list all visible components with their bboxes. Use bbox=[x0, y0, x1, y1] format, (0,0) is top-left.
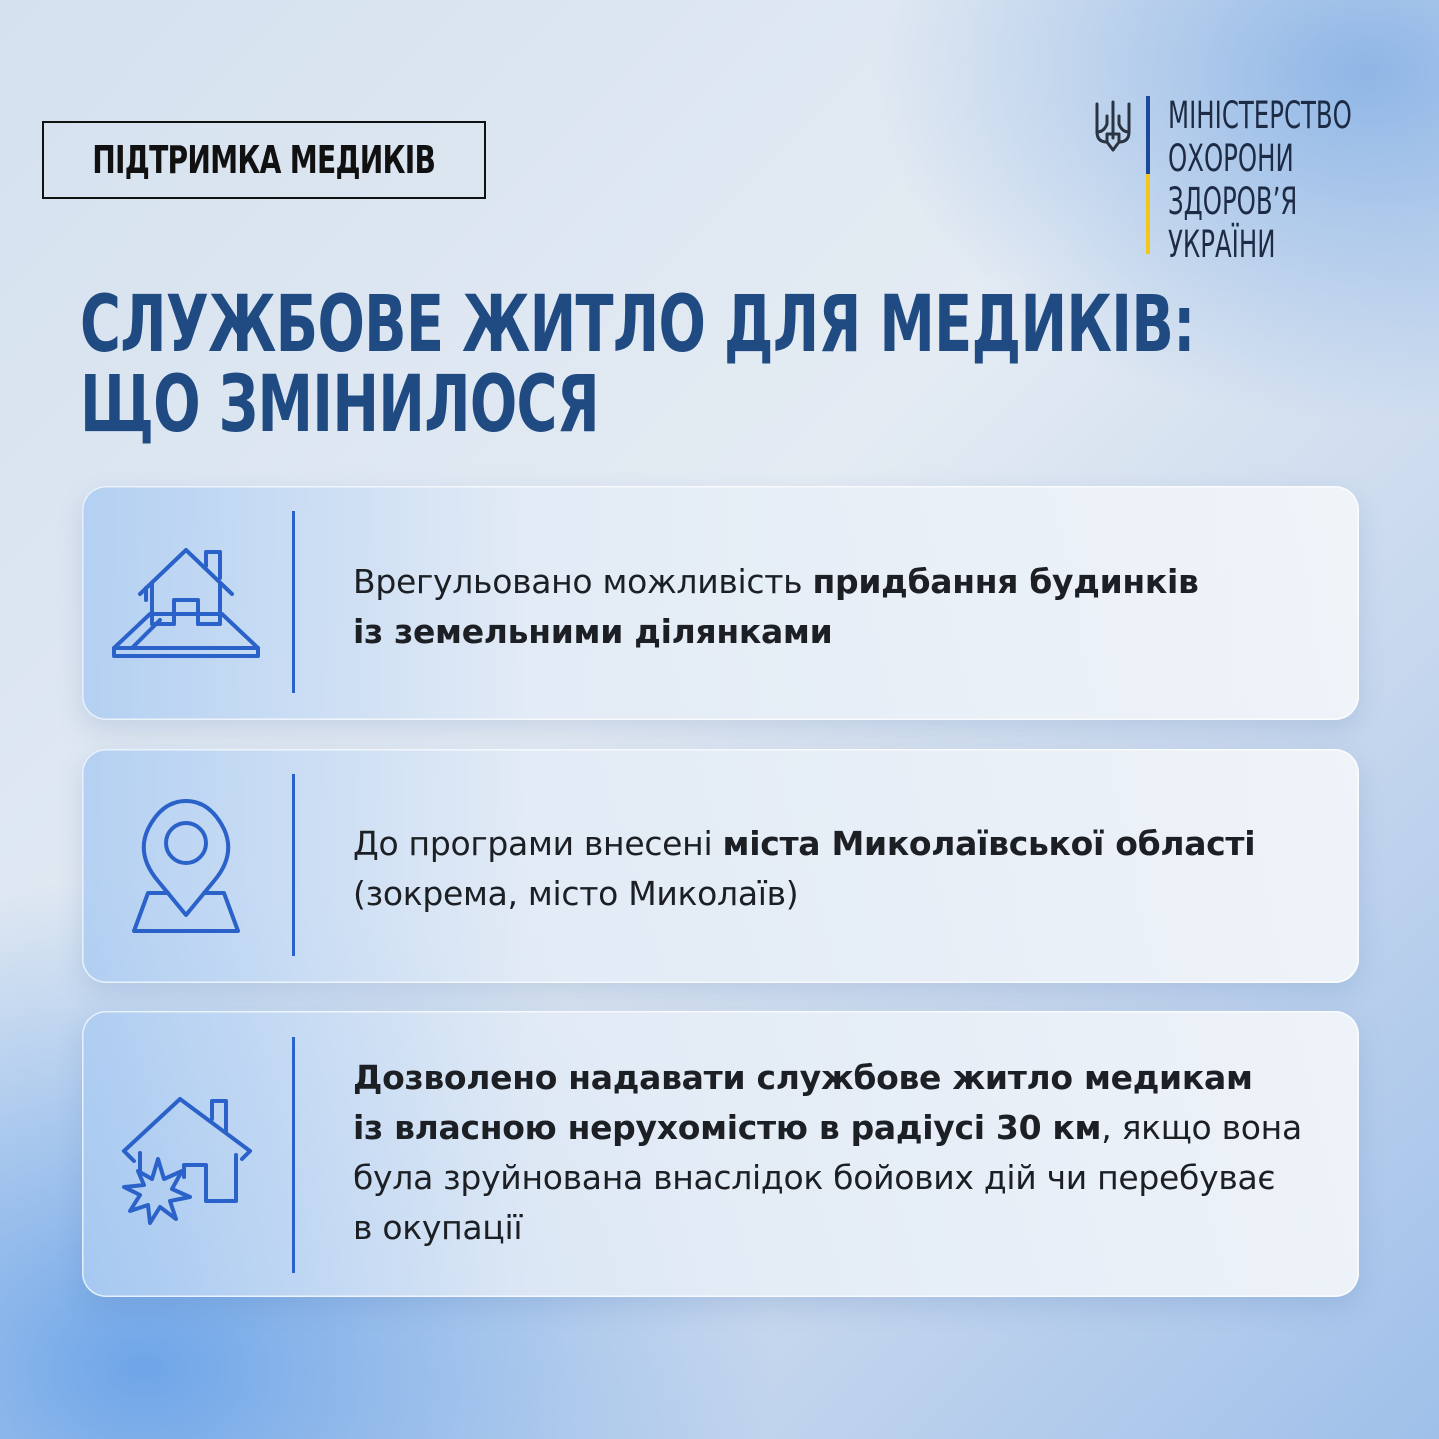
card-text-line-1 bbox=[353, 819, 1255, 869]
text-bold: міста Миколаївської області bbox=[722, 824, 1256, 863]
text-bold: придбання будинків bbox=[812, 562, 1199, 601]
text-regular: Врегульовано можливість bbox=[353, 562, 813, 601]
ministry-name-line-4: УКРАЇНИ bbox=[1168, 223, 1276, 266]
map-pin-icon bbox=[130, 797, 242, 937]
card-text-line-1 bbox=[353, 557, 1199, 607]
page-title-line-1: СЛУЖБОВЕ ЖИТЛО ДЛЯ МЕДИКІВ: bbox=[80, 280, 1195, 370]
card-text-line-2 bbox=[353, 1103, 1302, 1153]
text-bold: із власною нерухомістю в радіусі 30 км bbox=[353, 1108, 1102, 1147]
text-regular: , якщо вона bbox=[1101, 1108, 1302, 1147]
house-on-land-icon bbox=[110, 544, 262, 664]
info-card-destroyed-housing bbox=[82, 1011, 1359, 1297]
card-text-line-3: була зруйнована внаслідок бойових дій чи перебуває bbox=[353, 1158, 1276, 1197]
logo-blue-bar bbox=[1146, 96, 1150, 174]
destroyed-house-icon bbox=[118, 1093, 254, 1225]
card-text bbox=[353, 1053, 1302, 1253]
ministry-name bbox=[1168, 94, 1352, 266]
card-divider bbox=[292, 1037, 295, 1273]
page-title-line-2: ЩО ЗМІНИЛОСЯ bbox=[80, 360, 600, 450]
card-text-line-4: в окупації bbox=[353, 1208, 523, 1247]
ministry-logo bbox=[1092, 94, 1372, 264]
info-card-mykolaiv-cities bbox=[82, 749, 1359, 983]
page-title bbox=[80, 280, 1195, 450]
logo-yellow-bar bbox=[1146, 174, 1150, 254]
card-divider bbox=[292, 774, 295, 956]
card-divider bbox=[292, 511, 295, 693]
category-tag bbox=[42, 121, 486, 199]
card-text bbox=[353, 819, 1255, 919]
ministry-name-line-2: ОХОРОНИ bbox=[1168, 137, 1294, 180]
card-text bbox=[353, 557, 1199, 657]
card-text-line-2 bbox=[353, 607, 1199, 657]
trident-icon bbox=[1092, 98, 1134, 156]
card-text-line-2: (зокрема, місто Миколаїв) bbox=[353, 874, 799, 913]
ministry-name-line-1: МІНІСТЕРСТВО bbox=[1168, 94, 1352, 137]
info-card-purchase-houses bbox=[82, 486, 1359, 720]
text-bold: Дозволено надавати службове житло медикам bbox=[353, 1058, 1253, 1097]
card-text-line-1 bbox=[353, 1053, 1302, 1103]
ministry-name-line-3: ЗДОРОВ’Я bbox=[1168, 180, 1298, 223]
category-tag-label: ПІДТРИМКА МЕДИКІВ bbox=[92, 138, 436, 182]
text-bold: із земельними ділянками bbox=[353, 612, 833, 651]
text-regular: До програми внесені bbox=[353, 824, 723, 863]
